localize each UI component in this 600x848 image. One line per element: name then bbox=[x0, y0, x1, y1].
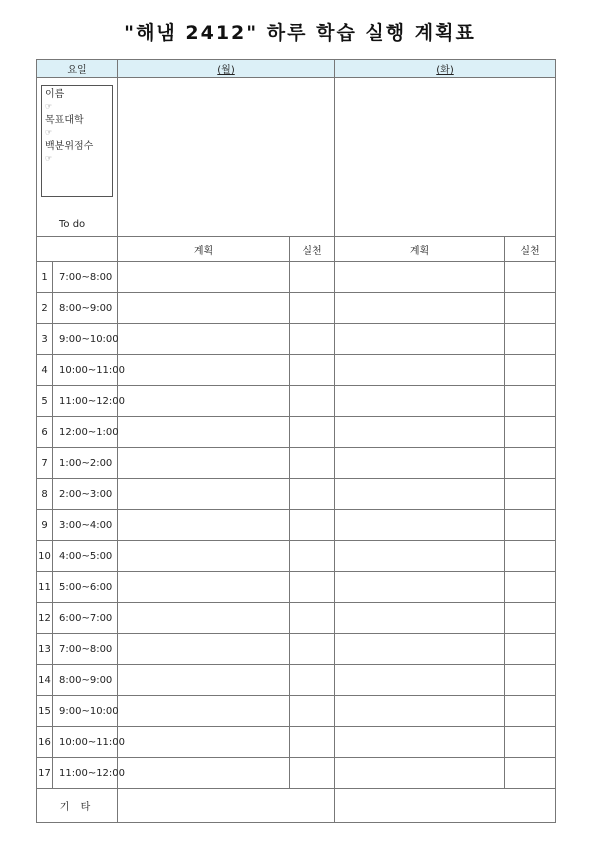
etc-row bbox=[37, 789, 556, 823]
day2-plan-cell[interactable] bbox=[335, 448, 505, 479]
pointer-icon: ☞ bbox=[45, 154, 53, 163]
day2-plan-cell[interactable] bbox=[335, 510, 505, 541]
slot-number: 10 bbox=[37, 541, 53, 572]
day2-done-cell[interactable] bbox=[505, 727, 556, 758]
day1-done-cell[interactable] bbox=[290, 541, 335, 572]
day1-plan-cell[interactable] bbox=[118, 479, 290, 510]
todo-label: To do bbox=[37, 212, 118, 237]
day1-etc-cell[interactable] bbox=[118, 789, 335, 823]
slot-number: 8 bbox=[37, 479, 53, 510]
day2-plan-cell[interactable] bbox=[335, 572, 505, 603]
day1-plan-cell[interactable] bbox=[118, 324, 290, 355]
column-header-row bbox=[37, 237, 556, 262]
slot-time: 7:00~8:00 bbox=[53, 262, 118, 293]
time-slot-row bbox=[37, 634, 556, 665]
day2-done-cell[interactable] bbox=[505, 417, 556, 448]
day2-done-cell[interactable] bbox=[505, 448, 556, 479]
slot-time: 9:00~10:00 bbox=[53, 696, 118, 727]
day2-notes-area[interactable] bbox=[335, 78, 556, 237]
day1-notes-area[interactable] bbox=[118, 78, 335, 237]
day2-done-cell[interactable] bbox=[505, 355, 556, 386]
day2-done-cell[interactable] bbox=[505, 603, 556, 634]
day2-label: (화) bbox=[436, 65, 454, 76]
slot-time: 7:00~8:00 bbox=[53, 634, 118, 665]
slot-time: 10:00~11:00 bbox=[53, 727, 118, 758]
student-info-cell bbox=[37, 78, 118, 213]
time-slot-row bbox=[37, 417, 556, 448]
day1-plan-cell[interactable] bbox=[118, 603, 290, 634]
day2-done-cell[interactable] bbox=[505, 386, 556, 417]
time-slot-row bbox=[37, 727, 556, 758]
slot-number: 11 bbox=[37, 572, 53, 603]
day2-plan-cell[interactable] bbox=[335, 262, 505, 293]
day1-plan-cell[interactable] bbox=[118, 262, 290, 293]
day2-plan-cell[interactable] bbox=[335, 293, 505, 324]
slot-time: 5:00~6:00 bbox=[53, 572, 118, 603]
slot-time: 8:00~9:00 bbox=[53, 665, 118, 696]
slot-time: 1:00~2:00 bbox=[53, 448, 118, 479]
time-slot-row bbox=[37, 479, 556, 510]
day2-plan-cell[interactable] bbox=[335, 355, 505, 386]
time-slot-row bbox=[37, 293, 556, 324]
day1-plan-cell[interactable] bbox=[118, 355, 290, 386]
day2-done-cell[interactable] bbox=[505, 479, 556, 510]
slot-number: 6 bbox=[37, 417, 53, 448]
day2-done-cell[interactable] bbox=[505, 324, 556, 355]
day2-done-cell[interactable] bbox=[505, 541, 556, 572]
day2-done-cell[interactable] bbox=[505, 758, 556, 789]
slot-number: 4 bbox=[37, 355, 53, 386]
slot-number: 12 bbox=[37, 603, 53, 634]
day2-done-cell[interactable] bbox=[505, 634, 556, 665]
time-slot-row bbox=[37, 572, 556, 603]
etc-label: 기 타 bbox=[37, 789, 118, 823]
day1-done-cell[interactable] bbox=[290, 572, 335, 603]
slot-time: 12:00~1:00 bbox=[53, 417, 118, 448]
header-row bbox=[37, 60, 556, 78]
day1-plan-cell[interactable] bbox=[118, 510, 290, 541]
day2-plan-cell[interactable] bbox=[335, 758, 505, 789]
slot-time: 4:00~5:00 bbox=[53, 541, 118, 572]
weekday-label: 요일 bbox=[37, 60, 118, 78]
day2-plan-cell[interactable] bbox=[335, 324, 505, 355]
day1-done-cell[interactable] bbox=[290, 262, 335, 293]
day2-etc-cell[interactable] bbox=[335, 789, 556, 823]
time-slot-row bbox=[37, 324, 556, 355]
day1-plan-cell[interactable] bbox=[118, 665, 290, 696]
blank-header-cell bbox=[37, 237, 118, 262]
day1-plan-cell[interactable] bbox=[118, 696, 290, 727]
day1-plan-cell[interactable] bbox=[118, 572, 290, 603]
time-slot-row bbox=[37, 758, 556, 789]
day1-done-cell[interactable] bbox=[290, 355, 335, 386]
slot-time: 3:00~4:00 bbox=[53, 510, 118, 541]
slot-number: 3 bbox=[37, 324, 53, 355]
slot-time: 6:00~7:00 bbox=[53, 603, 118, 634]
day2-done-cell[interactable] bbox=[505, 665, 556, 696]
day1-done-cell[interactable] bbox=[290, 727, 335, 758]
slot-number: 1 bbox=[37, 262, 53, 293]
time-slot-row bbox=[37, 386, 556, 417]
day1-plan-cell[interactable] bbox=[118, 417, 290, 448]
slot-number: 15 bbox=[37, 696, 53, 727]
time-slot-row bbox=[37, 603, 556, 634]
time-slot-row bbox=[37, 510, 556, 541]
day2-done-cell[interactable] bbox=[505, 510, 556, 541]
day2-plan-cell[interactable] bbox=[335, 696, 505, 727]
day1-done-cell[interactable] bbox=[290, 758, 335, 789]
slot-number: 13 bbox=[37, 634, 53, 665]
day1-done-cell[interactable] bbox=[290, 293, 335, 324]
day1-done-cell[interactable] bbox=[290, 448, 335, 479]
day1-label: (월) bbox=[217, 65, 235, 76]
slot-time: 2:00~3:00 bbox=[53, 479, 118, 510]
time-slot-row bbox=[37, 262, 556, 293]
day2-plan-header: 계획 bbox=[335, 237, 505, 262]
slot-number: 2 bbox=[37, 293, 53, 324]
target-university-label: 목표대학 bbox=[45, 115, 84, 126]
slot-number: 17 bbox=[37, 758, 53, 789]
percentile-label: 백분위점수 bbox=[45, 141, 94, 152]
day1-done-cell[interactable] bbox=[290, 386, 335, 417]
day2-plan-cell[interactable] bbox=[335, 665, 505, 696]
slot-time: 10:00~11:00 bbox=[53, 355, 118, 386]
day1-plan-cell[interactable] bbox=[118, 448, 290, 479]
page-title: "해냄 2412" 하루 학습 실행 계획표 bbox=[124, 22, 476, 44]
student-info-box bbox=[41, 85, 113, 197]
day2-plan-cell[interactable] bbox=[335, 541, 505, 572]
day2-header bbox=[335, 60, 556, 78]
day1-plan-cell[interactable] bbox=[118, 541, 290, 572]
day1-done-cell[interactable] bbox=[290, 696, 335, 727]
day2-plan-cell[interactable] bbox=[335, 386, 505, 417]
time-slot-row bbox=[37, 355, 556, 386]
day2-done-header: 실천 bbox=[505, 237, 556, 262]
name-label: 이름 bbox=[45, 89, 65, 100]
day1-done-cell[interactable] bbox=[290, 603, 335, 634]
day2-plan-cell[interactable] bbox=[335, 417, 505, 448]
day1-plan-header: 계획 bbox=[118, 237, 290, 262]
slot-number: 14 bbox=[37, 665, 53, 696]
pointer-icon: ☞ bbox=[45, 102, 53, 111]
slot-number: 5 bbox=[37, 386, 53, 417]
slot-number: 7 bbox=[37, 448, 53, 479]
pointer-icon: ☞ bbox=[45, 128, 53, 137]
slot-time: 9:00~10:00 bbox=[53, 324, 118, 355]
day1-done-cell[interactable] bbox=[290, 665, 335, 696]
day1-done-header: 실천 bbox=[290, 237, 335, 262]
day1-plan-cell[interactable] bbox=[118, 634, 290, 665]
day2-done-cell[interactable] bbox=[505, 262, 556, 293]
day1-plan-cell[interactable] bbox=[118, 727, 290, 758]
day2-plan-cell[interactable] bbox=[335, 727, 505, 758]
planner-table bbox=[36, 59, 556, 823]
day1-done-cell[interactable] bbox=[290, 324, 335, 355]
slot-time: 8:00~9:00 bbox=[53, 293, 118, 324]
day1-plan-cell[interactable] bbox=[118, 758, 290, 789]
day1-plan-cell[interactable] bbox=[118, 293, 290, 324]
day2-done-cell[interactable] bbox=[505, 293, 556, 324]
info-row bbox=[37, 78, 556, 213]
slot-number: 16 bbox=[37, 727, 53, 758]
day2-plan-cell[interactable] bbox=[335, 634, 505, 665]
day2-done-cell[interactable] bbox=[505, 696, 556, 727]
day1-header bbox=[118, 60, 335, 78]
day1-done-cell[interactable] bbox=[290, 417, 335, 448]
day2-plan-cell[interactable] bbox=[335, 479, 505, 510]
day1-plan-cell[interactable] bbox=[118, 386, 290, 417]
time-slot-row bbox=[37, 541, 556, 572]
day2-plan-cell[interactable] bbox=[335, 603, 505, 634]
time-slot-row bbox=[37, 696, 556, 727]
day1-done-cell[interactable] bbox=[290, 634, 335, 665]
slot-time: 11:00~12:00 bbox=[53, 758, 118, 789]
time-slot-row bbox=[37, 448, 556, 479]
day2-done-cell[interactable] bbox=[505, 572, 556, 603]
time-slot-row bbox=[37, 665, 556, 696]
day1-done-cell[interactable] bbox=[290, 510, 335, 541]
slot-time: 11:00~12:00 bbox=[53, 386, 118, 417]
day1-done-cell[interactable] bbox=[290, 479, 335, 510]
slot-number: 9 bbox=[37, 510, 53, 541]
